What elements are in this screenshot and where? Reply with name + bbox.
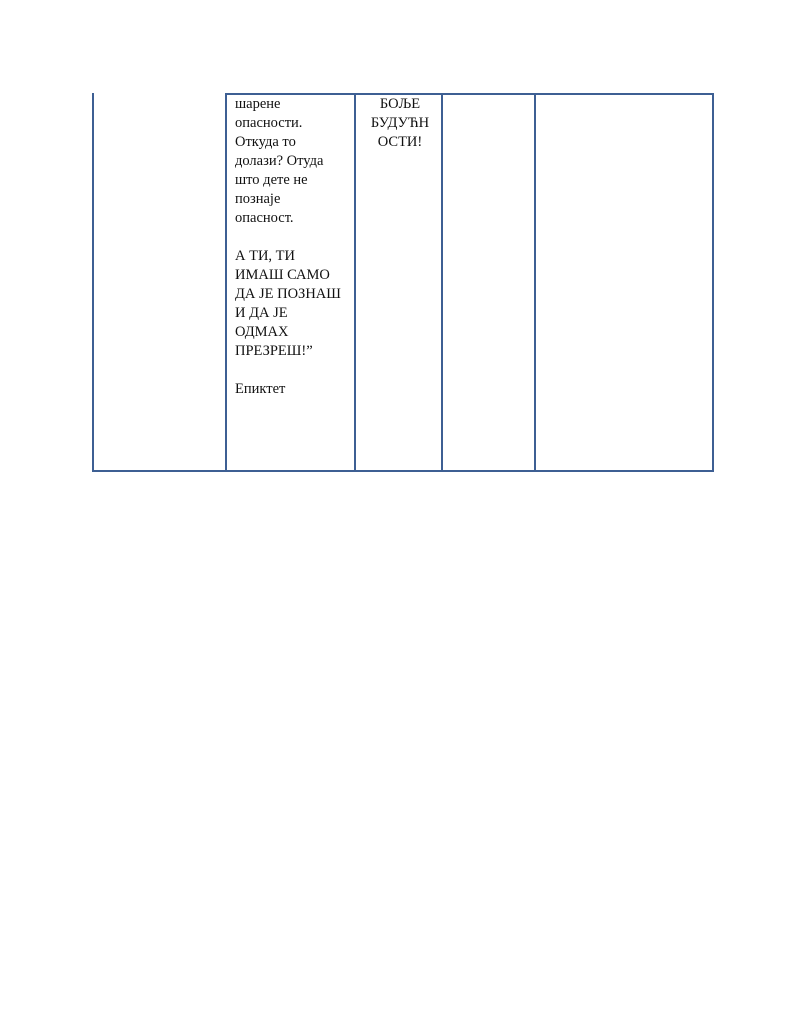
quote-line: опасност. (235, 210, 294, 226)
paragraph-gap (235, 228, 359, 247)
quote-line: опасности. (235, 115, 303, 131)
table-border-right (712, 93, 714, 472)
quote-line: ПРЕЗРЕШ!” (235, 343, 313, 359)
quote-line: познаје (235, 191, 281, 207)
slogan-line: БОЉЕ (379, 96, 421, 112)
content-table (92, 93, 714, 472)
slogan-cell (357, 95, 443, 152)
table-border-col4 (534, 93, 536, 472)
quote-author: Епиктет (235, 381, 286, 397)
quote-line: ОДМАХ (235, 324, 289, 340)
paragraph-gap (235, 361, 359, 380)
quote-cell (235, 95, 359, 399)
quote-line: што дете не (235, 172, 308, 188)
quote-line: шарене (235, 96, 281, 112)
quote-line: И ДА ЈЕ (235, 305, 288, 321)
quote-line: ИМАШ САМО (235, 267, 330, 283)
table-border-col1 (225, 93, 227, 472)
table-border-bottom (92, 470, 714, 472)
quote-line: долази? Отуда (235, 153, 324, 169)
quote-line: ДА ЈЕ ПОЗНАШ (235, 286, 341, 302)
slogan-line: БУДУЋН (370, 115, 430, 131)
slogan-line: ОСТИ! (377, 134, 423, 150)
quote-line: А ТИ, ТИ (235, 248, 296, 264)
table-border-left (92, 93, 94, 472)
quote-line: Откуда то (235, 134, 296, 150)
